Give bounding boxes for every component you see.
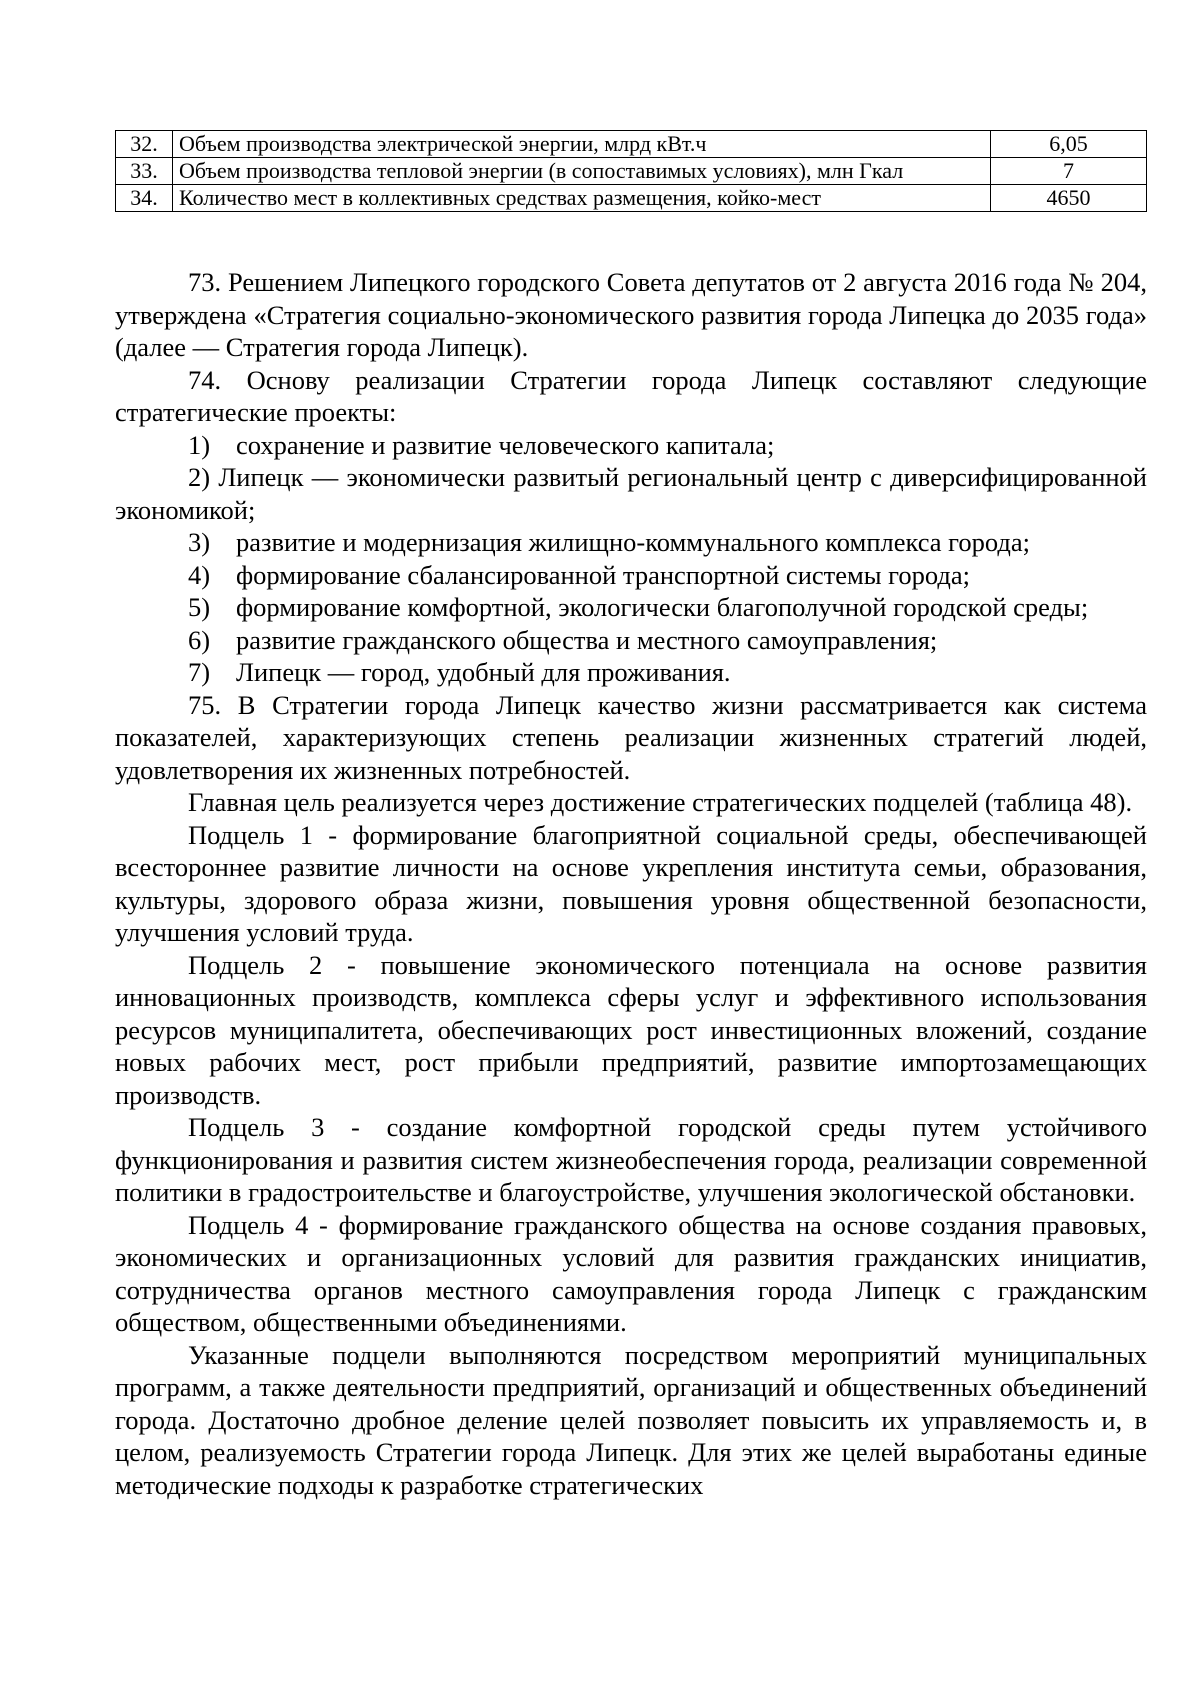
list-item-text: сохранение и развитие человеческого капитала;: [236, 429, 775, 460]
table-row: [116, 131, 1147, 158]
list-item-number: 3): [188, 527, 211, 557]
paragraph-74: 74. Основу реализации Стратегии города Липецк составляют следующие стратегические проекты:: [115, 364, 1147, 427]
list-item-number: 5): [188, 592, 211, 622]
paragraph-73: 73. Решением Липецкого городского Совета депутатов от 2 августа 2016 года № 204, утверждена «Стратегия социально-экономического развития города Липецка до 2035 года» (далее — Стратегия города Липецк).: [115, 267, 1147, 362]
table-row: [116, 185, 1147, 212]
list-item-text: Липецк — экономически развитый региональный центр с диверсифицированной экономикой;: [115, 462, 1147, 525]
table-row: [116, 158, 1147, 185]
list-item: [115, 429, 1147, 462]
list-item: [115, 461, 1147, 526]
body-text: [115, 266, 1147, 1501]
paragraph-subgoal-3: Подцель 3 - создание комфортной городской среды путем устойчивого функционирования и развития систем жизнеобеспечения города, реализации современной политики в градостроительстве и благоустройстве, улучшения экологической обстановки.: [115, 1112, 1147, 1207]
row-number: 33.: [116, 158, 173, 185]
list-item-text: развитие гражданского общества и местного самоуправления;: [236, 624, 938, 655]
list-item-text: формирование сбалансированной транспортной системы города;: [236, 559, 970, 590]
list-item-text: Липецк — город, удобный для проживания.: [236, 657, 731, 687]
paragraph-subgoal-1: Подцель 1 - формирование благоприятной социальной среды, обеспечивающей всестороннее развитие личности на основе укрепления института семьи, образования, культуры, здорового образа жизни, повышения уровня общественной безопасности, улучшения условий труда.: [115, 819, 1147, 947]
list-item-text: развитие и модернизация жилищно-коммунального комплекса города;: [236, 527, 1030, 557]
row-number: 34.: [116, 185, 173, 212]
list-item: [115, 591, 1147, 624]
row-number: 32.: [116, 131, 173, 158]
list-item: [115, 559, 1147, 592]
list-item: [115, 624, 1147, 657]
indicator-name: Объем производства тепловой энергии (в сопоставимых условиях), млн Гкал: [173, 158, 991, 185]
paragraph-subgoal-4: Подцель 4 - формирование гражданского общества на основе создания правовых, экономических и организационных условий для развития гражданских инициатив, сотрудничества органов местного самоуправления города Липецк с гражданским обществом, общественными объединениями.: [115, 1209, 1147, 1337]
paragraph-subgoal-2: Подцель 2 - повышение экономического потенциала на основе развития инновационных производств, комплекса сферы услуг и эффективного использования ресурсов муниципалитета, обеспечивающих рост инвестиционных вложений, создание новых рабочих мест, рост прибыли предприятий, развитие импортозамещающих производств.: [115, 949, 1147, 1110]
list-item-number: 6): [188, 624, 211, 655]
indicator-value: 4650: [991, 185, 1147, 212]
paragraph-75: 75. В Стратегии города Липецк качество жизни рассматривается как система показателей, характеризующих степень реализации жизненных стратегий людей, удовлетворения их жизненных потребностей.: [115, 689, 1147, 785]
indicator-value: 7: [991, 158, 1147, 185]
indicator-name: Количество мест в коллективных средствах размещения, койко-мест: [173, 185, 991, 212]
list-item-number: 4): [188, 559, 211, 590]
list-item-text: формирование комфортной, экологически благополучной городской среды;: [236, 592, 1089, 622]
list-item-number: 1): [188, 429, 211, 460]
list-item-number: 7): [188, 657, 211, 687]
paragraph-main-goal: Главная цель реализуется через достижение стратегических подцелей (таблица 48).: [188, 787, 1133, 817]
indicators-table: [115, 130, 1147, 212]
paragraph-final: Указанные подцели выполняются посредством мероприятий муниципальных программ, а также деятельности предприятий, организаций и общественных объединений города. Достаточно дробное деление целей позволяет повысить их управляемость и, в целом, реализуемость Стратегии города Липецк. Для этих же целей выработаны единые методические подходы к разработке стратегических: [115, 1339, 1147, 1500]
list-item: [115, 526, 1147, 559]
indicator-name: Объем производства электрической энергии, млрд кВт.ч: [173, 131, 991, 158]
list-item: [115, 656, 1147, 689]
list-item-number: 2): [188, 462, 211, 492]
document-page: [115, 130, 1147, 1501]
indicator-value: 6,05: [991, 131, 1147, 158]
